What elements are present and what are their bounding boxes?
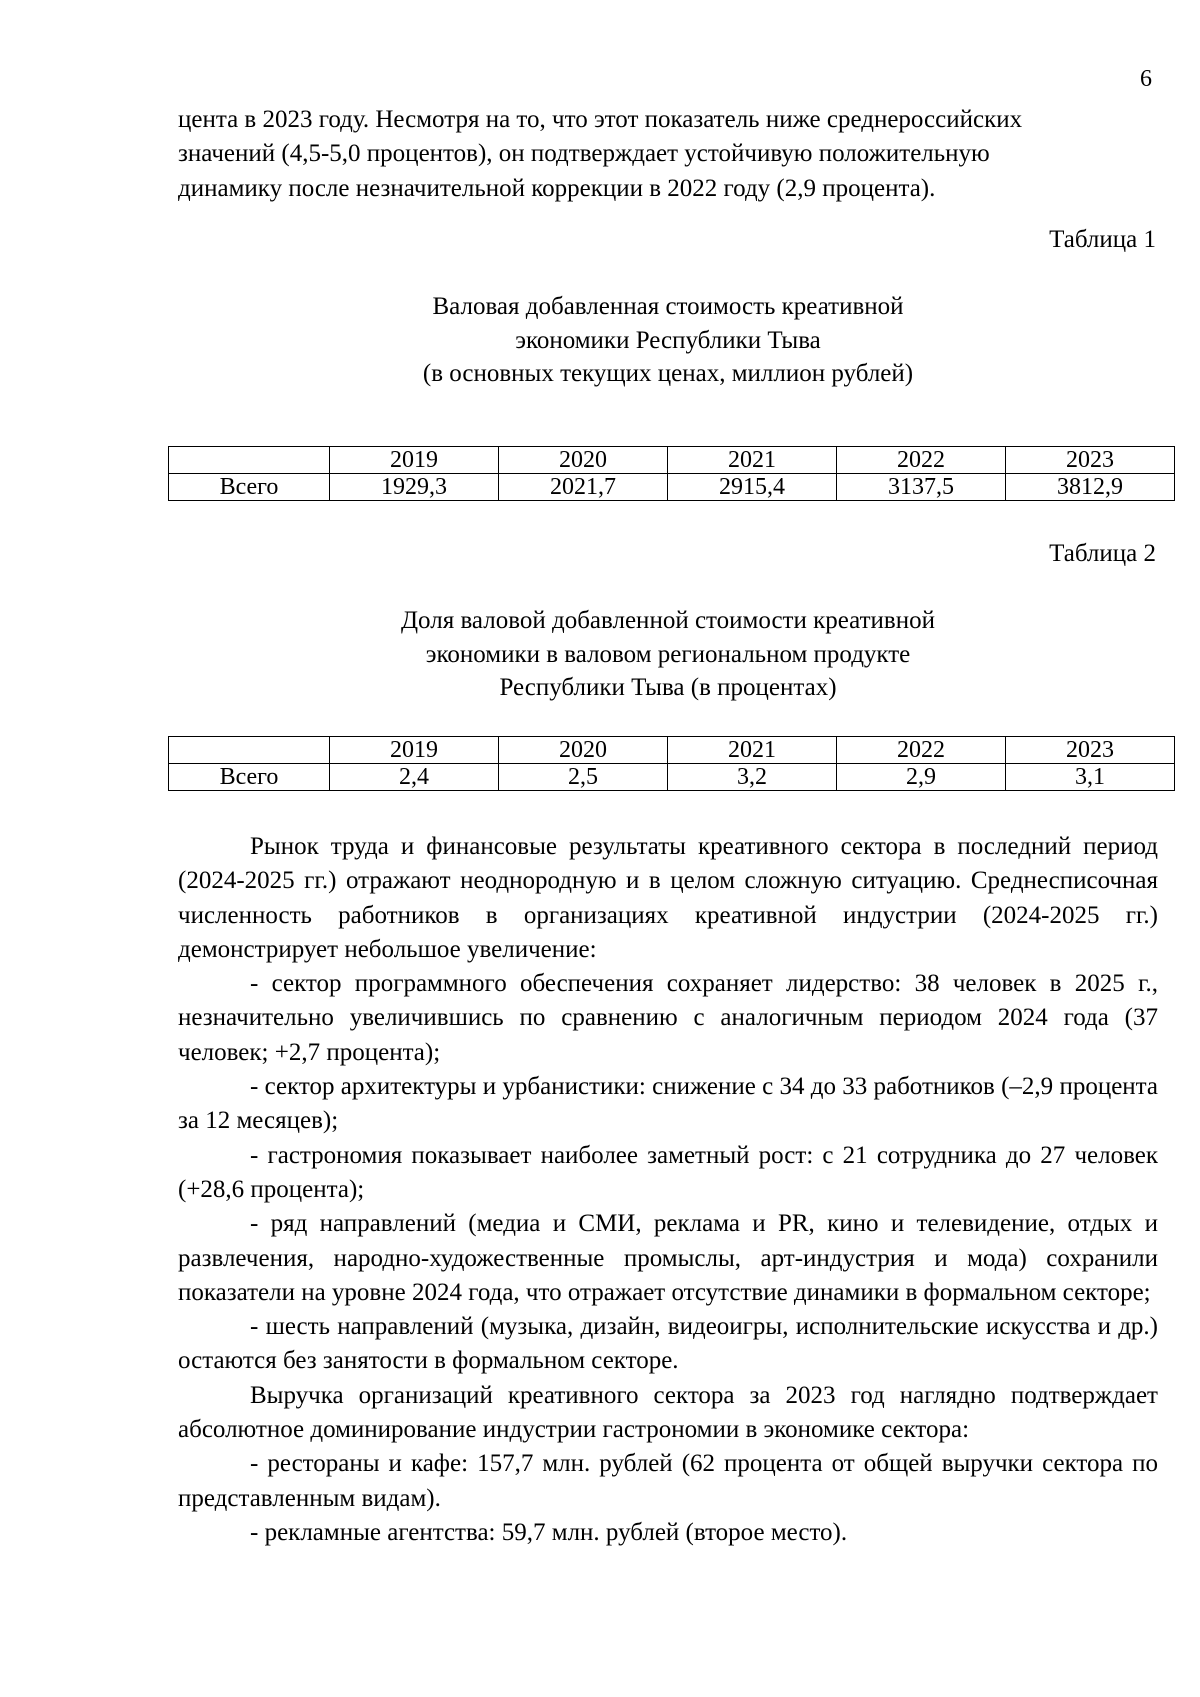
body-paragraph: Рынок труда и финансовые результаты креативного сектора в последний период (2024-2025 гг.) отражают неоднородную и в целом сложную ситуацию. Среднесписочная численность работников в организациях креативной индустрии (2024-2025 гг.) демонстрирует небольшое увеличение: (178, 833, 1158, 963)
table-cell: 2021 (668, 737, 837, 764)
caption-line: экономики Республики Тыва (515, 326, 821, 354)
list-item: - сектор архитектуры и урбанистики: снижение с 34 до 33 работников (–2,9 процента за 12 месяцев); (178, 1073, 1158, 1135)
table-cell: Всего (169, 764, 330, 791)
table1-caption (178, 290, 1158, 391)
table1-label: Таблица 1 (1049, 226, 1156, 253)
table-cell: 2915,4 (668, 474, 837, 501)
caption-line: экономики в валовом региональном продукте (425, 640, 911, 668)
table-cell: 3812,9 (1006, 474, 1175, 501)
list-item: - гастрономия показывает наиболее заметный рост: с 21 сотрудника до 27 человек (+28,6 процента); (178, 1141, 1158, 1203)
table-cell: 2020 (499, 447, 668, 474)
table-cell: 3,1 (1006, 764, 1175, 791)
list-item: - рекламные агентства: 59,7 млн. рублей (второе место). (250, 1518, 848, 1546)
table-cell: 2019 (330, 447, 499, 474)
table-cell: 2020 (499, 737, 668, 764)
table2-caption (178, 604, 1158, 705)
table-cell (169, 737, 330, 764)
table1 (168, 446, 1175, 501)
table-cell: 2021,7 (499, 474, 668, 501)
table2-label: Таблица 2 (1049, 540, 1156, 567)
table-cell: 2022 (837, 447, 1006, 474)
table2 (168, 736, 1175, 791)
table-row (169, 764, 1175, 791)
table-cell: 1929,3 (330, 474, 499, 501)
list-item: - сектор программного обеспечения сохраняет лидерство: 38 человек в 2025 г., незначительно увеличившись по сравнению с аналогичным периодом 2024 года (37 человек; +2,7 процента); (178, 970, 1158, 1066)
table-cell: 2,9 (837, 764, 1006, 791)
caption-line: (в основных текущих ценах, миллион рублей) (422, 360, 914, 387)
caption-line: Республики Тыва (в процентах) (499, 674, 837, 701)
list-item: - рестораны и кафе: 157,7 млн. рублей (62 процента от общей выручки сектора по представленным видам). (178, 1450, 1158, 1512)
intro-line: значений (4,5-5,0 процентов), он подтверждает устойчивую положительную (178, 140, 990, 168)
body-text (178, 830, 1158, 1550)
body-paragraph: Выручка организаций креативного сектора за 2023 год наглядно подтверждает абсолютное доминирование индустрии гастрономии в экономике сектора: (178, 1381, 1158, 1444)
table-cell: 2021 (668, 447, 837, 474)
table-header-row (169, 737, 1175, 764)
table-cell: 3,2 (668, 764, 837, 791)
list-item: - ряд направлений (медиа и СМИ, реклама и PR, кино и телевидение, отдых и развлечения, народно-художественные промыслы, арт-индустрия и мода) сохранили показатели на уровне 2024 года, что отражает отсутствие динамики в формальном секторе; (178, 1210, 1158, 1306)
intro-line: динамику после незначительной коррекции в 2022 году (2,9 процента). (178, 174, 936, 202)
table-cell: 3137,5 (837, 474, 1006, 501)
intro-line: цента в 2023 году. Несмотря на то, что этот показатель ниже среднероссийских (178, 106, 1023, 133)
caption-line: Валовая добавленная стоимость креативной (432, 293, 904, 320)
table-row (169, 474, 1175, 501)
table-header-row (169, 447, 1175, 474)
caption-line: Доля валовой добавленной стоимости креативной (401, 607, 935, 634)
table-cell: Всего (169, 474, 330, 501)
intro-paragraph (178, 103, 1158, 206)
table-cell: 2023 (1006, 737, 1175, 764)
table-cell: 2023 (1006, 447, 1175, 474)
table-cell: 2022 (837, 737, 1006, 764)
table-cell (169, 447, 330, 474)
table-cell: 2,5 (499, 764, 668, 791)
page-number: 6 (1140, 66, 1152, 92)
table-cell: 2,4 (330, 764, 499, 791)
table-cell: 2019 (330, 737, 499, 764)
list-item: - шесть направлений (музыка, дизайн, видеоигры, исполнительские искусства и др.) остаются без занятости в формальном секторе. (178, 1313, 1158, 1375)
